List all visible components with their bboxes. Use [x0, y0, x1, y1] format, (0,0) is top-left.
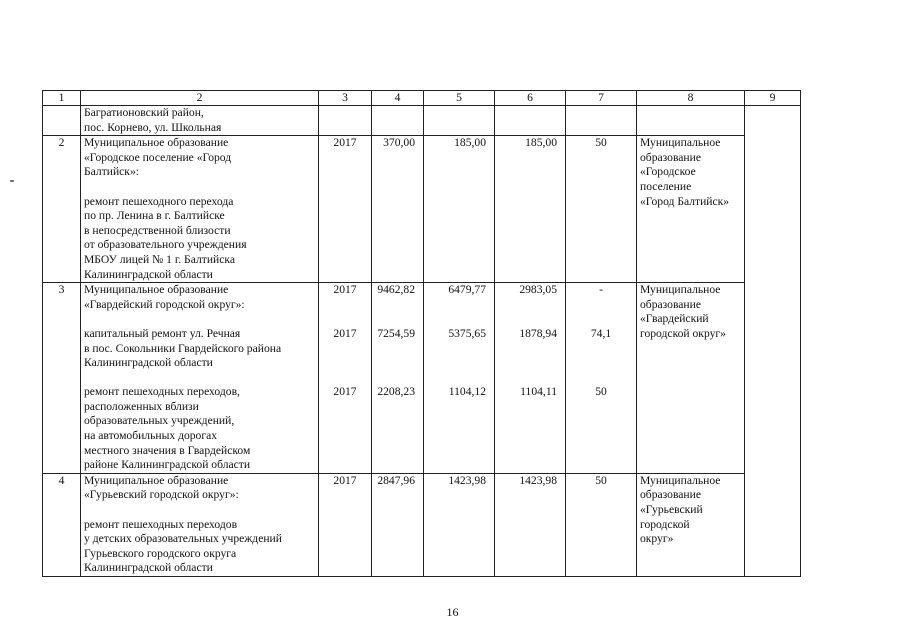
text-line: Муниципальное	[640, 136, 721, 150]
page-number: 16	[446, 605, 459, 619]
text-line: капитальный ремонт ул. Речная	[84, 326, 241, 340]
header-col-3: 3	[319, 91, 372, 106]
local-budget-cell-value: 185,00	[525, 136, 557, 150]
subsidy-cell-value: 6479,77	[448, 283, 486, 297]
text-line: образование	[640, 297, 701, 311]
text-line: ремонт пешеходного перехода	[84, 194, 234, 208]
subsidy-cell-value: 1423,98	[448, 473, 486, 487]
local-budget-cell	[495, 283, 566, 474]
share-percent-cell-value: 50	[595, 473, 607, 487]
text-line: на автомобильных дорогах	[84, 429, 218, 443]
text-line: от образовательного учреждения	[84, 238, 247, 252]
text-line: Калининградской области	[84, 356, 213, 370]
row-number-text: 4	[58, 473, 65, 487]
year-cell-value: 2017	[333, 326, 357, 340]
column-9-cell	[745, 106, 801, 577]
text-line: Муниципальное образование	[84, 283, 229, 297]
header-col-8: 8	[637, 91, 745, 106]
share-percent-cell	[566, 136, 637, 283]
header-col-7: 7	[566, 91, 637, 106]
text-line: образовательных учреждений,	[84, 414, 235, 428]
text-line: у детских образовательных учреждений	[84, 532, 282, 546]
text-line: Гурьевского городского округа	[84, 546, 237, 560]
text-line: «Гурьевский городской округ»:	[84, 488, 239, 502]
total-cost-cell	[372, 136, 424, 283]
total-cost-cell-value: 2208,23	[377, 385, 415, 399]
row-number	[43, 473, 81, 576]
year-cell-value: 2017	[333, 385, 357, 399]
year-cell-value: 2017	[333, 283, 357, 297]
text-line: Калининградской области	[84, 561, 213, 575]
continuation-no	[43, 106, 81, 136]
total-cost-cell	[372, 473, 424, 576]
row-number-text: 3	[58, 283, 65, 297]
local-budget-cell	[495, 136, 566, 283]
text-line: городской округ»	[640, 326, 726, 340]
continuation-description	[81, 106, 319, 136]
row-owner	[637, 473, 745, 576]
text-line: Муниципальное образование	[84, 473, 229, 487]
text-line: районе Калининградской области	[84, 458, 251, 472]
row-owner	[637, 136, 745, 283]
row-number	[43, 136, 81, 283]
table-row	[43, 473, 801, 576]
text-line: образование	[640, 488, 701, 502]
text-line: «Гвардейский	[640, 312, 709, 326]
text-line: по пр. Ленина в г. Балтийске	[84, 209, 225, 223]
text-line: Муниципальное	[640, 283, 721, 297]
text-line: «Город Балтийск»	[640, 194, 730, 208]
header-col-2: 2	[81, 91, 319, 106]
table-row	[43, 283, 801, 474]
subsidy-cell	[424, 473, 495, 576]
subsidy-cell	[424, 283, 495, 474]
subsidy-cell-value: 1104,12	[448, 385, 486, 399]
subsidy-cell-value: 5375,65	[448, 326, 486, 340]
header-row	[43, 91, 801, 106]
row-owner	[637, 283, 745, 474]
header-col-5: 5	[424, 91, 495, 106]
subsidy-cell-value: 185,00	[454, 136, 486, 150]
share-percent-cell	[566, 283, 637, 474]
text-line: Муниципальное образование	[84, 136, 229, 150]
total-cost-cell	[372, 283, 424, 474]
text-line: Муниципальное	[640, 473, 721, 487]
text-line: пос. Корнево, ул. Школьная	[84, 120, 222, 134]
total-cost-cell-value: 9462,82	[377, 283, 415, 297]
row-description	[81, 136, 319, 283]
header-col-6: 6	[495, 91, 566, 106]
subsidy-cell	[424, 136, 495, 283]
share-percent-cell	[566, 473, 637, 576]
total-cost-cell-value: 2847,96	[377, 473, 415, 487]
scan-speck	[10, 180, 14, 182]
share-percent-cell-value: -	[599, 283, 603, 297]
header-col-4: 4	[372, 91, 424, 106]
header-col-1: 1	[43, 91, 81, 106]
header-col-9: 9	[745, 91, 801, 106]
share-percent-cell-value: 74,1	[590, 326, 612, 340]
text-line: в непосредственной близости	[84, 223, 231, 237]
total-cost-cell-value: 370,00	[383, 136, 415, 150]
text-line: ремонт пешеходных переходов,	[84, 385, 240, 399]
text-line: Калининградской области	[84, 267, 213, 281]
text-line: Багратионовский район,	[84, 106, 204, 119]
local-budget-cell-value: 1423,98	[519, 473, 557, 487]
total-cost-cell-value: 7254,59	[377, 326, 415, 340]
text-line: расположенных вблизи	[84, 399, 199, 413]
year-cell	[319, 473, 372, 576]
text-line: образование	[640, 150, 701, 164]
local-budget-cell-value: 1104,11	[520, 385, 557, 399]
year-cell	[319, 283, 372, 474]
text-line: «Городское	[640, 165, 696, 179]
table-row	[43, 136, 801, 283]
text-line: городской	[640, 517, 690, 531]
row-number	[43, 283, 81, 474]
row-description	[81, 473, 319, 576]
local-budget-cell	[495, 473, 566, 576]
text-line: «Гвардейский городской округ»:	[84, 297, 245, 311]
row-description	[81, 283, 319, 474]
year-cell	[319, 136, 372, 283]
local-budget-cell-value: 2983,05	[519, 283, 557, 297]
text-line: округ»	[640, 532, 674, 546]
year-cell-value: 2017	[333, 136, 357, 150]
row-number-text: 2	[58, 136, 65, 150]
text-line: ремонт пешеходных переходов	[84, 517, 238, 531]
local-budget-cell-value: 1878,94	[519, 326, 557, 340]
text-line: МБОУ лицей № 1 г. Балтийска	[84, 252, 235, 266]
year-cell-value: 2017	[333, 473, 357, 487]
share-percent-cell-value: 50	[595, 385, 607, 399]
text-line: «Гурьевский	[640, 503, 703, 517]
text-line: местного значения в Гвардейском	[84, 443, 251, 457]
text-line: поселение	[640, 179, 692, 193]
text-line: Балтийск»:	[84, 165, 139, 179]
continuation-row	[43, 106, 801, 136]
text-line: «Городское поселение «Город	[84, 150, 232, 164]
text-line: в пос. Сокольники Гвардейского района	[84, 341, 282, 355]
funding-table	[42, 90, 801, 577]
share-percent-cell-value: 50	[595, 136, 607, 150]
